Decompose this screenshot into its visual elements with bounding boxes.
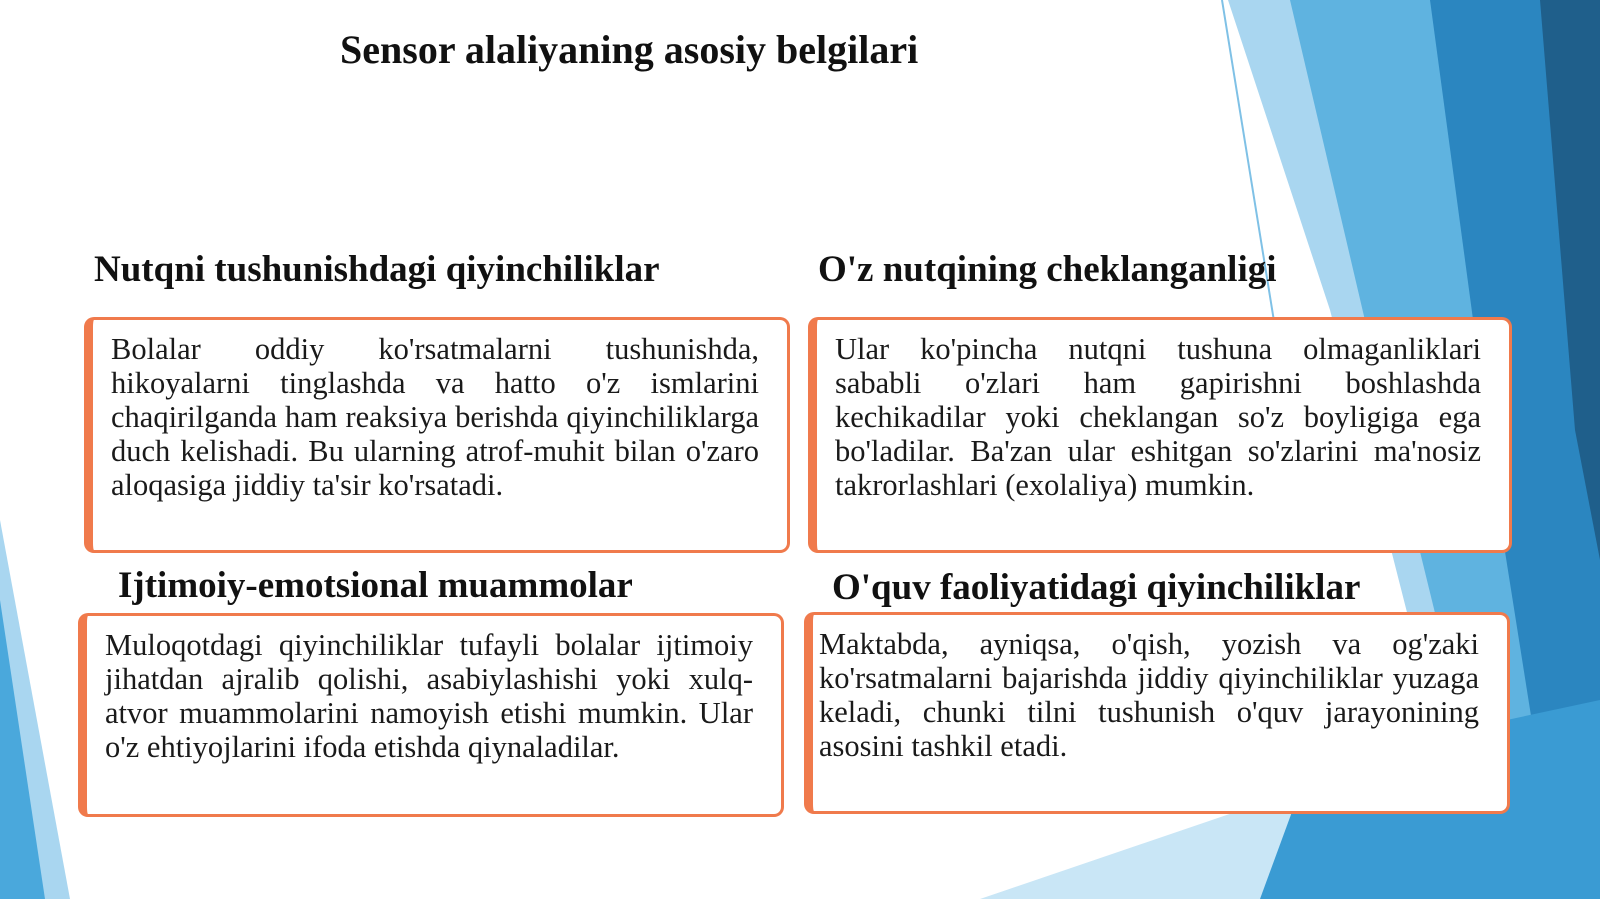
section-card-comprehension — [84, 317, 790, 553]
section-text-speech-limits: Ular ko'pincha nutqni tushuna olmaganliklari sababli o'zlari ham gapirishni boshlashda kechikadilar yoki cheklangan so'z boyligiga ega bo'ladilar. Ba'zan ular eshitgan so'zlarini ma'nosiz takrorlashlari (exolaliya) mumkin. — [835, 332, 1481, 502]
section-card-speech-limits — [808, 317, 1512, 553]
section-text-learning: Maktabda, ayniqsa, o'qish, yozish va og'zaki ko'rsatmalarni bajarishda jiddiy qiyinchiliklar yuzaga keladi, chunki tilni tushunish o'quv jarayonining asosini tashkil etadi. — [819, 627, 1479, 763]
section-card-social-emotional — [78, 613, 784, 817]
section-heading-social-emotional: Ijtimoiy-emotsional muammolar — [118, 565, 633, 606]
section-card-learning — [804, 612, 1510, 814]
section-heading-learning: O'quv faoliyatidagi qiyinchiliklar — [832, 567, 1361, 608]
slide-title: Sensor alaliyaning asosiy belgilari — [340, 27, 919, 72]
section-heading-speech-limits: O'z nutqining cheklanganligi — [818, 249, 1277, 290]
section-text-social-emotional: Muloqotdagi qiyinchiliklar tufayli bolalar ijtimoiy jihatdan ajralib qolishi, asabiylashishi yoki xulq-atvor muammolarini namoyish etishi mumkin. Ular o'z ehtiyojlarini ifoda etishda qiynaladilar. — [105, 628, 753, 764]
section-text-comprehension: Bolalar oddiy ko'rsatmalarni tushunishda, hikoyalarni tinglashda va hatto o'z ismlarini chaqirilganda ham reaksiya berishda qiyinchiliklarga duch kelishadi. Bu ularning atrof-muhit bilan o'zaro aloqasiga jiddiy ta'sir ko'rsatadi. — [111, 332, 759, 502]
section-heading-comprehension: Nutqni tushunishdagi qiyinchiliklar — [94, 249, 660, 290]
